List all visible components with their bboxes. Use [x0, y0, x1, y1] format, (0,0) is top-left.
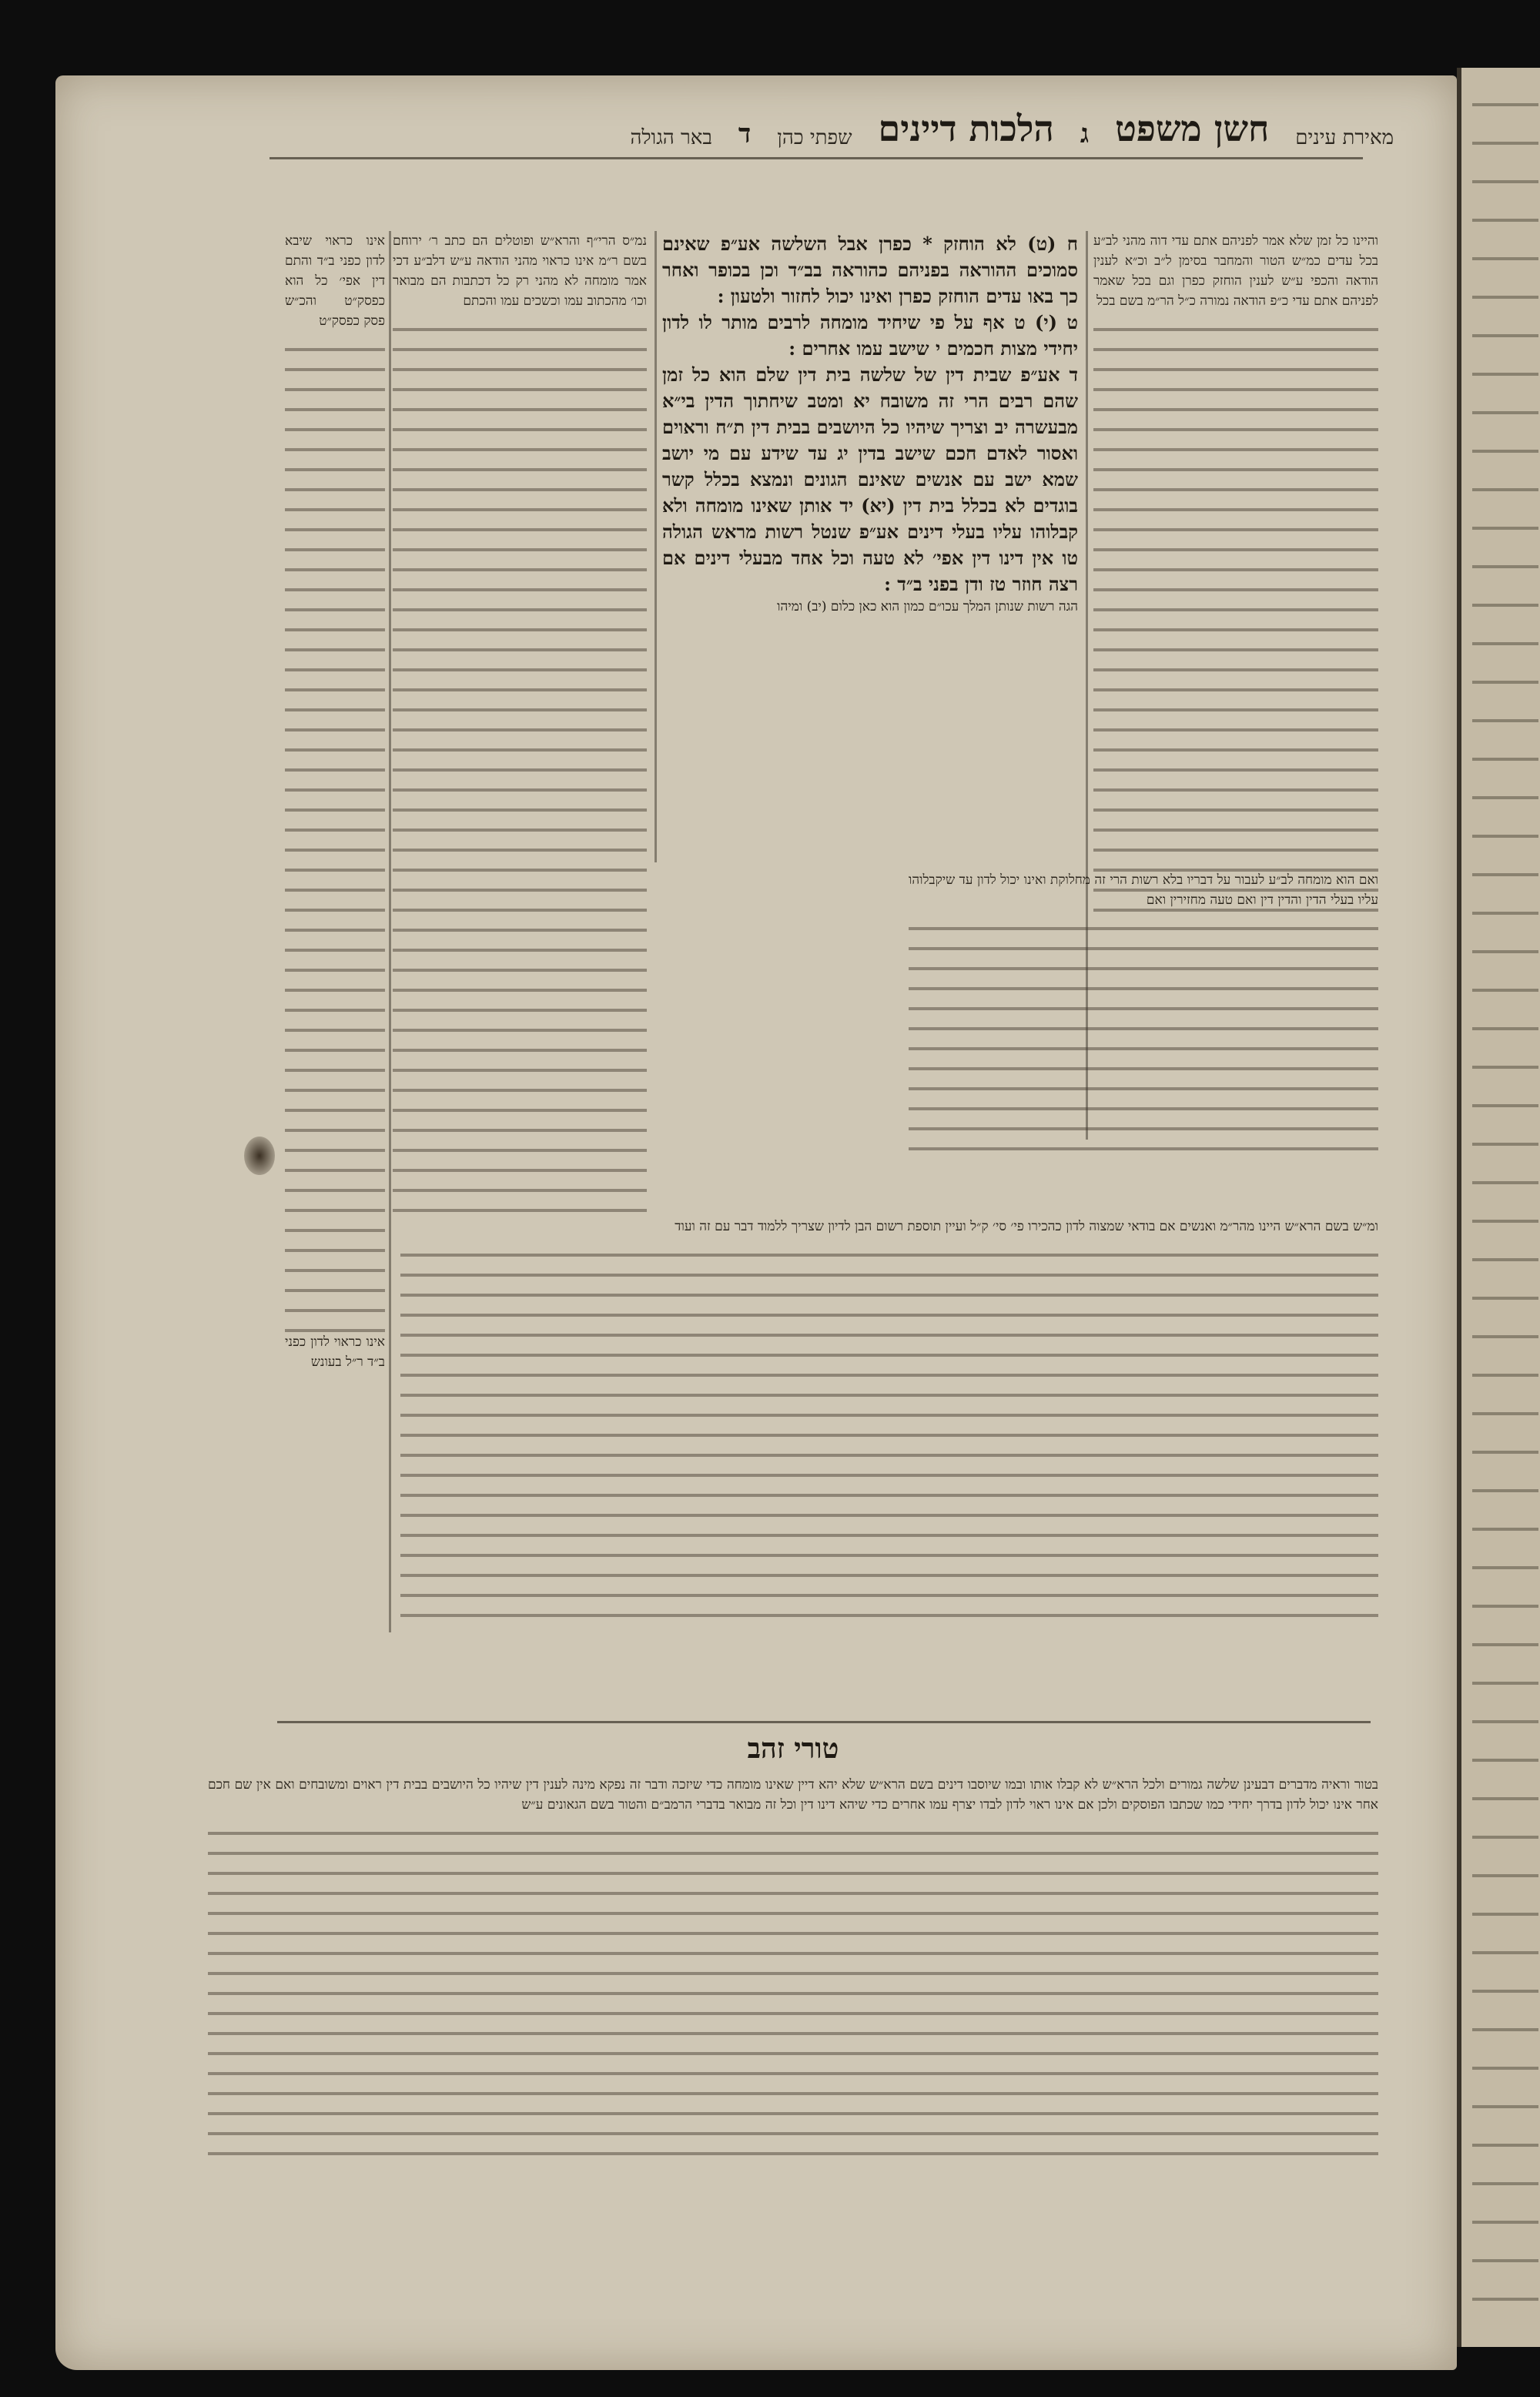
commentary-text: אינו כראוי לדון כפני ב״ד ר״ל בעונש	[285, 1334, 385, 1370]
header-left-label: באר הגולה	[630, 126, 712, 149]
commentary-block-wide	[400, 1217, 1378, 1709]
commentary-text: ואם הוא מומחה לב״ע לעבור על דבריו בלא רשות הרי זה מחלוקת ואינו יכול לדון עד שיקבלוהו עליו בעלי הדין והדין דין ואם טעה מחזירין ואם	[909, 872, 1378, 908]
adjacent-page-edge	[1457, 68, 1540, 2347]
header-section-letter: ג	[1080, 119, 1090, 149]
page-header	[208, 95, 1394, 149]
ink-stain	[244, 1137, 275, 1175]
section-rule	[277, 1721, 1371, 1723]
header-section-name: הלכות דיינים	[878, 108, 1054, 149]
main-paragraph: ט (י) ט אף על פי שיחיד מומחה לרבים מותר לו לדון יחידי מצות חכמים י שישב עמו אחרים :	[662, 311, 1078, 360]
header-rule	[270, 157, 1363, 159]
column-divider	[654, 231, 657, 862]
header-right-label: מאירת עינים	[1295, 126, 1394, 149]
column-divider	[389, 231, 391, 1632]
header-kohen-label: שפתי כהן	[777, 126, 852, 149]
commentary-text: ומ״ש בשם הרא״ש היינו מהר״מ ואנשים אם בודאי שמצוה לדון כהכירו פי׳ סי׳ ק״ל ועיין תוספת רשום הבן לדיון שצריך ללמוד דבר עם זה ועוד	[675, 1219, 1378, 1234]
commentary-text: נמ״ס הרי״ף והרא״ש ופוטלים הם כתב ר׳ ירוחם בשם ר״מ אינו כראוי מהני הודאה ע״ש דלב״ע דכי אמר מומחה לא מהני רק כל דכתבות הם מבואר וכו׳ מהכתוב עמו וכשכים עמו והכתם	[393, 233, 647, 309]
gloss-paragraph: הגה רשות שנותן המלך עכו״ם כמון הוא כאן כלום (יב) ומיהו	[777, 599, 1078, 614]
main-text-block	[662, 231, 1078, 862]
main-paragraph: ד אע״פ שבית דין של שלשה בית דין שלם הוא כל זמן שהם רבים הרי זה משובח יא ומטב שיחתוך הדין בי״א מבעשרה יב וצריך שיהיו כל היושבים בבית דין ת״ח וראוים ואסור לאדם חכם שישב בדין יג עד שידע עם מי יושב שמא ישב עם אנשים שאינם הגונים ונמצא בכלל קשר בוגדים לא בכלל בית דין (יא) יד אותן שאינו מומחה ולא קבלוהו עליו בעלי דינים אע״פ שנטל רשות מראש הגולה טו אין דינו דין אפי׳ לא טעה וכל אחד מבעלי דינים אם רצה חוזר טז ודן בפני ב״ד :	[662, 363, 1078, 595]
commentary-text: אינו כראוי שיבא לדון כפני ב״ד והתם דין אפי׳ כל הוא כפסק״ט והכ״ש פסק כפסק״ט	[285, 233, 385, 329]
commentary-text: והיינו כל זמן שלא אמר לפניהם אתם עדי דוה מהני לב״ע בכל עדים כמ״ש הטור והמחבר בסימן ל״ב וכ״א לענין הודאה והכפי ע״ש לענין הוחזק כפרן וגם בכל שאמר לפניהם אתם עדי כ״פ הודאה נמורה כ״ל הר״מ בשם בכל	[1093, 233, 1378, 309]
header-main-title: חשן משפט	[1115, 108, 1270, 149]
header-kohen-letter: ד	[738, 119, 752, 149]
turei-zahav-block	[208, 1775, 1378, 2291]
commentary-block-right-bottom	[909, 870, 1378, 1209]
commentary-column-left	[285, 231, 385, 1632]
commentary-text: בטור וראיה מדברים דבעינן שלשה גמורים ולכל הרא״ש לא קבלו אותו ובמו שיוסבו דינים בשם הרא״ש שלא יהא דיין שאינו מומחה כדי שיזכה ודבר זה נפקא מינה לענין דין שיהיו כל היושבים בבית דין ראוים ומשובחים ואם אין שם חכם אחר אינו יכול לדון בדרך יחידי כמו שכתבו הפוסקים ולכן אם אינו ראוי לדון לבדו יצרף עמו אחרים כדי שיהא דינו דין וכל זה מבואר בדברי הרמב״ם והטור בשם הגאונים ע״ש	[208, 1777, 1378, 1813]
section-title: טורי זהב	[747, 1732, 839, 1765]
main-paragraph: ח (ט) לא הוחזק * כפרן אבל השלשה אע״פ שאינם סמוכים ההוראה בפניהם כהוראה בב״ד וכן בכופר ואחר כך באו עדים הוחזק כפרן ואינו יכול לחזור ולטעון :	[662, 233, 1078, 307]
